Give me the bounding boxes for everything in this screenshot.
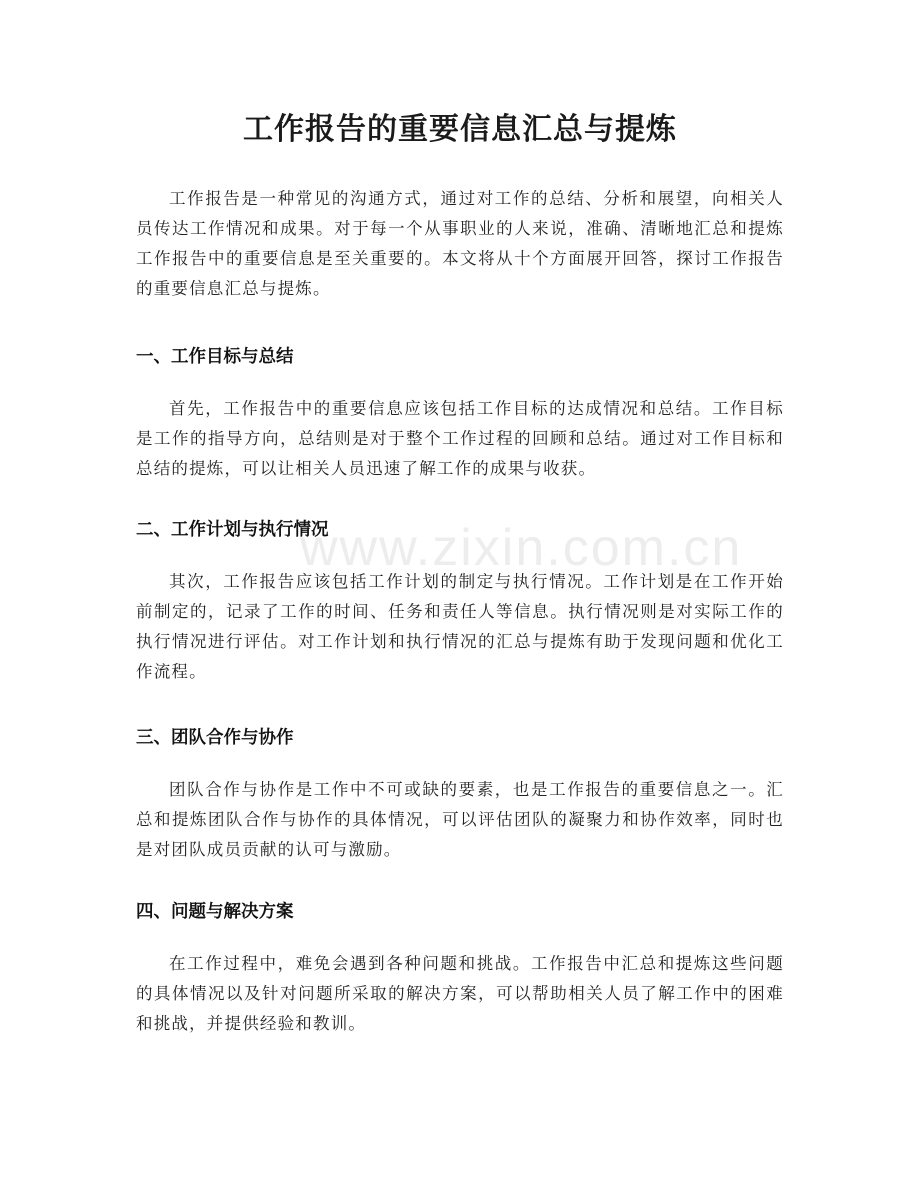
section-heading: 二、工作计划与执行情况 [136,520,329,540]
section-paragraph: 在工作过程中，难免会遇到各种问题和挑战。工作报告中汇总和提炼这些问题的具体情况以及针对问题所采取的解决方案，可以帮助相关人员了解工作中的困难和挑战，并提供经验和教训。 [136,954,784,1033]
section-heading: 三、团队合作与协作 [136,728,294,748]
section-paragraph: 团队合作与协作是工作中不可或缺的要素，也是工作报告的重要信息之一。汇总和提炼团队合作与协作的具体情况，可以评估团队的凝聚力和协作效率，同时也是对团队成员贡献的认可与激励。 [136,780,784,859]
section-2-body [136,567,784,687]
intro-block [136,184,784,304]
section-heading: 四、问题与解决方案 [136,902,294,922]
section-4-body [136,949,784,1039]
section-2-heading-block [136,515,784,545]
section-paragraph: 其次，工作报告应该包括工作计划的制定与执行情况。工作计划是在工作开始前制定的，记录了工作的时间、任务和责任人等信息。执行情况则是对实际工作的执行情况进行评估。对工作计划和执行情况的汇总与提炼有助于发现问题和优化工作流程。 [136,572,784,681]
document-title: 工作报告的重要信息汇总与提炼 [243,112,677,147]
section-3-heading-block [136,723,784,753]
section-4-heading-block [136,897,784,927]
section-1-heading-block [136,342,784,372]
section-paragraph: 首先，工作报告中的重要信息应该包括工作目标的达成情况和总结。工作目标是工作的指导方向，总结则是对于整个工作过程的回顾和总结。通过对工作目标和总结的提炼，可以让相关人员迅速了解工作的成果与收获。 [136,399,784,478]
section-3-body [136,775,784,865]
intro-paragraph: 工作报告是一种常见的沟通方式，通过对工作的总结、分析和展望，向相关人员传达工作情况和成果。对于每一个从事职业的人来说，准确、清晰地汇总和提炼工作报告中的重要信息是至关重要的。本文将从十个方面展开回答，探讨工作报告的重要信息汇总与提炼。 [136,189,784,298]
section-1-body [136,394,784,484]
watermark: www.zixin.com.cn [300,519,743,577]
section-heading: 一、工作目标与总结 [136,347,294,367]
